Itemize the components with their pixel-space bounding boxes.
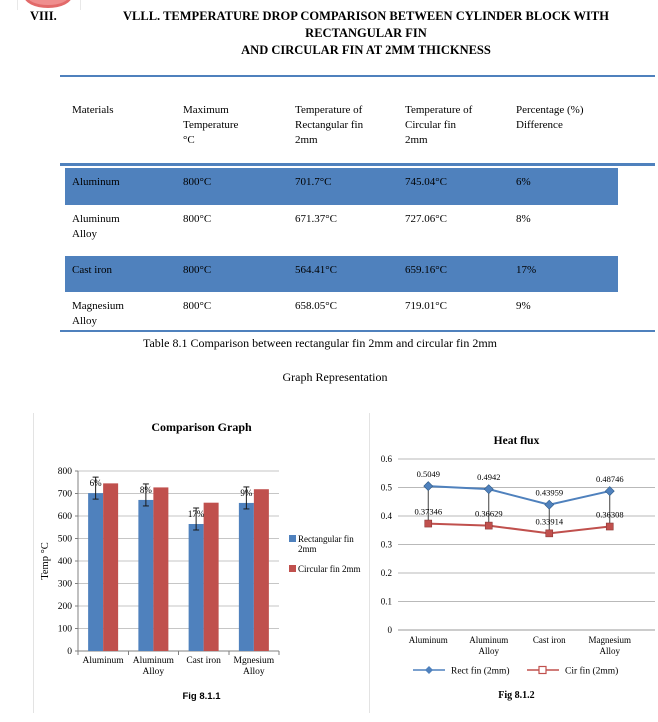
table-body [60,166,655,330]
table-row-2 [60,256,655,292]
legend-swatch [289,565,296,572]
x-category-label: Aluminum [469,635,509,645]
table-cell-1-0: Aluminum Alloy [72,213,120,240]
legend-square-marker [539,667,546,674]
series-line-0 [428,486,610,505]
y-tick-label: 600 [57,512,72,522]
square-marker [485,522,492,529]
y-tick-label: 0 [67,647,72,657]
legend-label: Cir fin (2mm) [565,666,619,677]
data-label: 0.37346 [414,506,443,517]
y-tick-label: 400 [57,557,72,567]
table-cell-3-3: 719.01°C [405,300,447,312]
y-tick-label: 0 [387,625,392,635]
x-category-label: Mgnesium [233,656,275,666]
y-tick-label: 0.6 [380,454,392,464]
bar-circ-fin [204,503,219,651]
table-cell-0-3: 745.04°C [405,176,447,188]
y-tick-label: 0.5 [380,482,392,493]
table-header-cell-0: Materials [72,104,114,116]
bar-rect-fin [189,524,204,651]
y-tick-label: 0.3 [380,539,392,550]
table-header-cell-3: Temperature of Circular fin 2mm [405,104,473,146]
table-header-cell-2: Temperature of Rectangular fin 2mm [295,104,364,146]
legend-label: Rect fin (2mm) [451,666,510,677]
table-bottom-rule [60,330,655,332]
table-cell-0-1: 800°C [183,176,212,188]
diamond-marker [484,485,493,494]
y-tick-label: 200 [57,602,72,612]
line-chart-caption: Fig 8.1.2 [498,690,535,701]
legend-swatch [289,535,296,542]
square-marker [546,530,553,537]
bar-percent-label: 9% [240,487,253,498]
bar-circ-fin [153,487,168,651]
data-label: 0.36308 [595,509,624,520]
table-cell-2-0: Cast iron [72,264,113,276]
table-cell-3-1: 800°C [183,300,212,312]
x-category-label: Cast iron [186,656,221,666]
x-category-label: Alloy [599,646,621,656]
bar-percent-label: 6% [89,478,102,489]
line-chart [375,450,658,690]
diamond-marker [424,482,433,491]
bar-chart-title: Comparison Graph [151,420,252,434]
table-row-3 [60,292,655,330]
table-cell-2-2: 564.41°C [295,264,337,276]
data-label: 0.33914 [535,516,564,527]
legend-label: Rectangular fin [298,534,354,544]
bar-rect-fin [88,493,103,651]
table-cell-0-0: Aluminum [72,176,120,188]
table-cell-3-0: Magnesium Alloy [72,300,124,327]
y-tick-label: 300 [57,579,72,590]
square-marker [425,520,432,527]
x-category-label: Aluminum [132,656,174,666]
legend-label: 2mm [298,544,317,554]
y-tick-label: 0.2 [380,568,392,578]
table-cell-0-4: 6% [516,176,531,188]
x-category-label: Magnesium [588,635,631,645]
page-title [76,8,656,59]
legend-diamond-marker [425,666,433,674]
data-label: 0.5049 [416,469,440,480]
table-cell-3-4: 9% [516,300,531,312]
x-category-label: Alloy [142,667,165,677]
x-category-label: Alloy [478,646,500,656]
bar-circ-fin [103,483,118,651]
y-tick-label: 0.1 [380,596,392,607]
table-row-0 [60,168,655,205]
table-cell-1-3: 727.06°C [405,213,447,225]
table-header-cell-1: Maximum Temperature °C [183,104,239,146]
bar-rect-fin [239,503,254,651]
x-category-label: Cast iron [532,635,566,645]
data-label: 0.36629 [474,508,503,519]
table-header-cell-4: Percentage (%) Difference [516,104,584,131]
table-cell-1-2: 671.37°C [295,213,337,225]
data-label: 0.48746 [595,474,624,485]
bar-chart [34,439,369,691]
table-cell-0-2: 701.7°C [295,176,332,188]
y-axis-title: Temp °C [40,542,51,580]
graph-section-title: Graph Representation [282,370,388,384]
y-tick-label: 700 [57,489,72,500]
diamond-marker [545,500,554,509]
bar-rect-fin [138,500,153,651]
data-label: 0.4942 [477,472,501,483]
table-caption: Table 8.1 Comparison between rectangular fin 2mm and circular fin 2mm [142,336,498,350]
comparison-table [60,75,655,332]
table-cell-1-1: 800°C [183,213,212,225]
table-row-1 [60,205,655,256]
bar-percent-label: 17% [187,509,205,520]
table-header-row [60,77,655,166]
square-marker [606,523,613,530]
bar-circ-fin [254,489,269,651]
legend-label: Circular fin 2mm [298,564,361,574]
x-category-label: Aluminum [408,635,448,645]
table-cell-2-3: 659.16°C [405,264,447,276]
line-chart-title: Heat flux [493,435,540,447]
bar-percent-label: 8% [139,484,152,495]
y-tick-label: 500 [57,534,72,545]
table-cell-2-1: 800°C [183,264,212,276]
y-tick-label: 100 [57,624,72,635]
table-cell-3-2: 658.05°C [295,300,337,312]
series-line-1 [428,524,610,534]
line-chart-figure [375,428,658,713]
y-tick-label: 0.4 [380,511,392,521]
data-label: 0.43959 [535,487,564,498]
table-cell-1-4: 8% [516,213,531,225]
logo-ellipse [24,0,72,8]
bar-chart-figure [33,413,370,713]
page-title-line1: VLLL. TEMPERATURE DROP COMPARISON BETWEEN CYLINDER BLOCK WITH RECTANGULAR FIN [123,9,609,40]
section-number: VIII. [30,9,57,23]
x-category-label: Aluminum [82,656,124,666]
page-title-line2: AND CIRCULAR FIN AT 2MM THICKNESS [241,43,491,57]
bar-chart-caption: Fig 8.1.1 [182,691,221,702]
y-tick-label: 800 [57,467,72,477]
x-category-label: Alloy [243,667,265,677]
table-cell-2-4: 17% [516,264,537,276]
